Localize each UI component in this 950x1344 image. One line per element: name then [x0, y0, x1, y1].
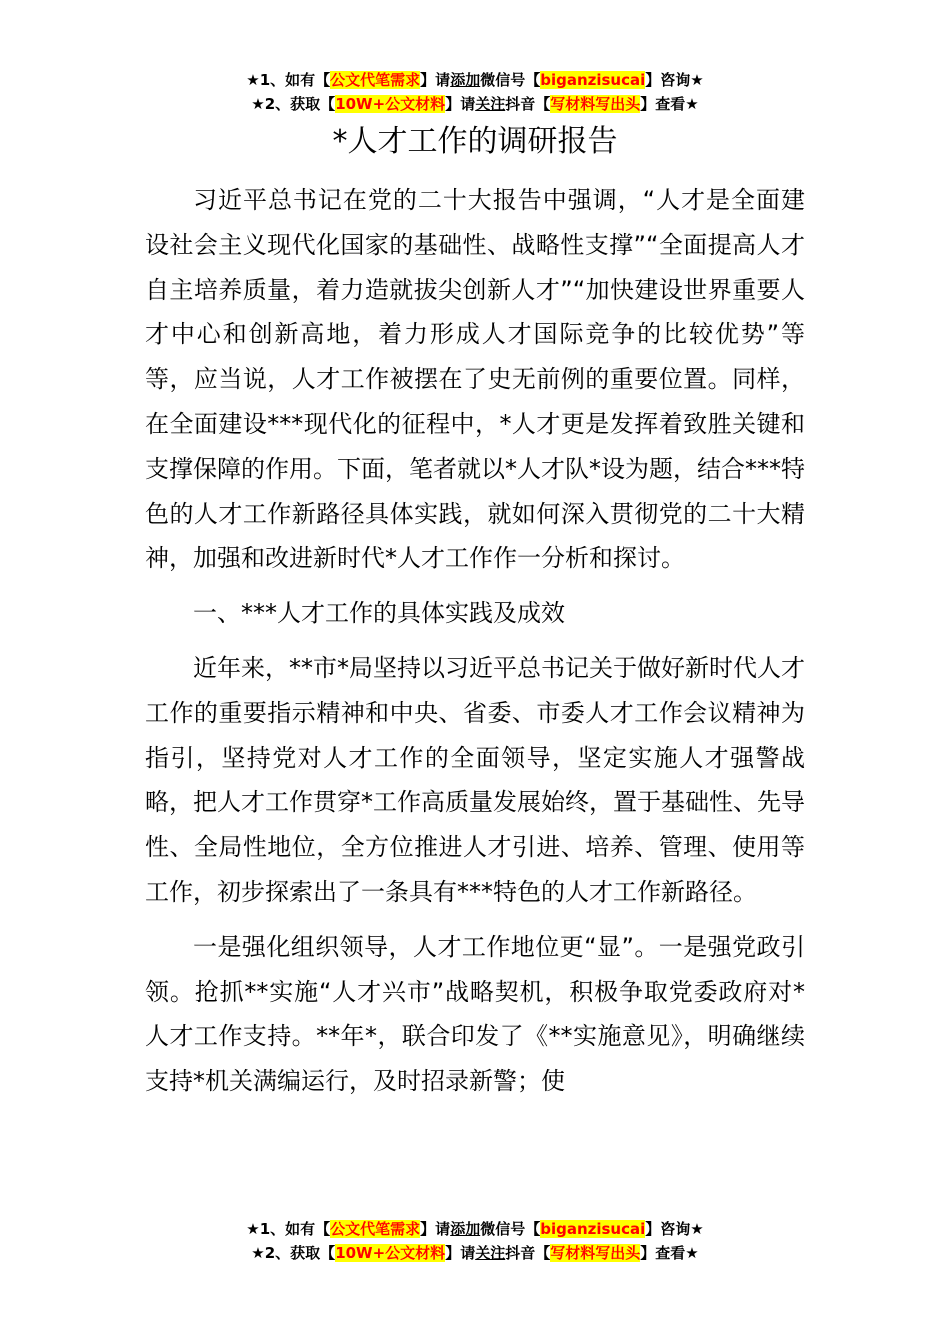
paragraph-leadership: 一是强化组织领导，人才工作地位更“显”。一是强党政引领。抢抓**实施“人才兴市”战略契机，积极争取党委政府对*人才工作支持。**年*，联合印发了《**实施意见》，明确继续支持*机关满编运行，及时招录新警；使	[145, 932, 805, 1096]
highlight-wechat-id: biganzisucai	[540, 71, 646, 89]
banner-line-1: ★1、如有【公文代笔需求】请添加微信号【biganzisucai】咨询★	[246, 71, 704, 89]
header-banner	[0, 68, 950, 116]
section-heading-1: 一、***人才工作的具体实践及成效	[193, 599, 565, 628]
footer-highlight-materials: 10W+公文材料	[335, 1244, 446, 1262]
footer-banner	[0, 1217, 950, 1265]
highlight-materials: 10W+公文材料	[335, 95, 446, 113]
highlight-douyin: 写材料写出头	[550, 95, 641, 113]
footer-banner-line-1: ★1、如有【公文代笔需求】请添加微信号【biganzisucai】咨询★	[246, 1220, 704, 1238]
document-title: *人才工作的调研报告	[332, 124, 618, 159]
footer-highlight-service: 公文代笔需求	[330, 1220, 421, 1238]
document-body	[145, 178, 805, 1114]
paragraph-intro: 习近平总书记在党的二十大报告中强调，“人才是全面建设社会主义现代化国家的基础性、战略性支撑”“全面提高人才自主培养质量，着力造就拔尖创新人才”“加快建设世界重要人才中心和创新高地，着力形成人才国际竞争的比较优势”等等，应当说，人才工作被摆在了史无前例的重要位置。同样，在全面建设***现代化的征程中，*人才更是发挥着致胜关键和支撑保障的作用。下面，笔者就以*人才队*设为题，结合***特色的人才工作新路径具体实践，就如何深入贯彻党的二十大精神，加强和改进新时代*人才工作作一分析和探讨。	[145, 186, 805, 573]
footer-highlight-douyin: 写材料写出头	[550, 1244, 641, 1262]
paragraph-practice: 近年来，**市*局坚持以习近平总书记关于做好新时代人才工作的重要指示精神和中央、省委、市委人才工作会议精神为指引，坚持党对人才工作的全面领导，坚定实施人才强警战略，把人才工作贯穿*工作高质量发展始终，置于基础性、先导性、全局性地位，全方位推进人才引进、培养、管理、使用等工作，初步探索出了一条具有***特色的人才工作新路径。	[145, 653, 805, 906]
banner-line-2: ★2、获取【10W+公文材料】请关注抖音【写材料写出头】查看★	[251, 95, 699, 113]
footer-highlight-wechat-id: biganzisucai	[540, 1220, 646, 1238]
highlight-service: 公文代笔需求	[330, 71, 421, 89]
footer-banner-line-2: ★2、获取【10W+公文材料】请关注抖音【写材料写出头】查看★	[251, 1244, 699, 1262]
